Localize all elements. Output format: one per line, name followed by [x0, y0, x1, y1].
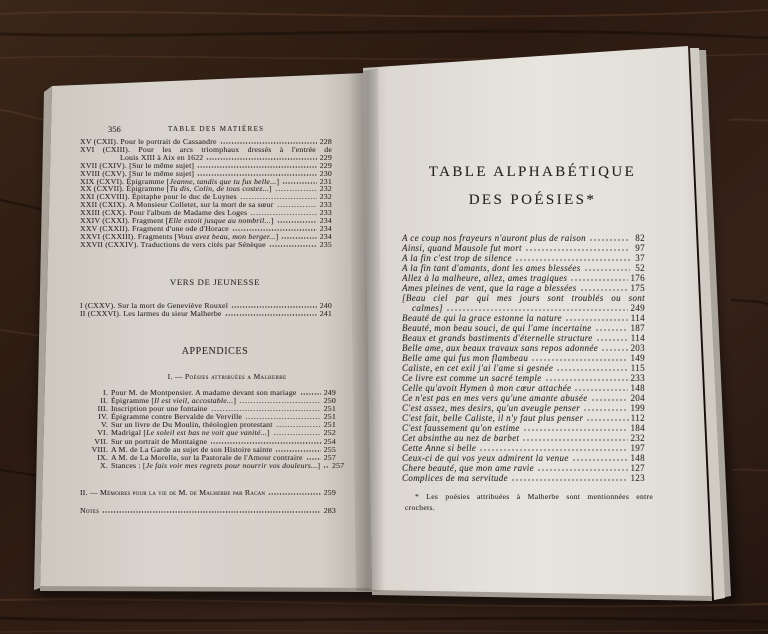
entry-title-text: C'est assez, mes desirs, qu'un aveugle penser [402, 403, 581, 413]
entry-page-number: 235 [319, 239, 332, 249]
entry-title-continuation: Louis XIII à Aix en 1622 [120, 152, 204, 162]
entry-title-text: II (CXXVI). Les larmes du sieur Malherbe [80, 308, 222, 318]
toc-entry [402, 473, 645, 483]
entry-title-text: Ainsi, quand Mausole fut mort [402, 243, 522, 253]
entry-numeral: IV. [98, 412, 108, 422]
entry-page-number: 114 [630, 313, 645, 323]
entry-title-text: Belle ame qui fus mon flambeau [402, 353, 529, 363]
entry-page-number: 254 [323, 436, 336, 446]
toc-entry [402, 333, 645, 343]
dot-leader [269, 245, 317, 247]
dot-leader [245, 418, 321, 420]
entry-page-number: 233 [630, 373, 645, 383]
entry-title-text: Allez à la malheure, allez, ames tragiques [402, 273, 568, 283]
entry-page-number: 123 [630, 473, 645, 483]
entry-page-number: 252 [323, 428, 336, 438]
entry-title-suffix: ] [276, 176, 280, 186]
entry-title-text: C'est faussement qu'on estime [402, 423, 520, 433]
entry-title [402, 273, 567, 283]
entry-numeral: II. [100, 396, 108, 406]
dot-leader [589, 239, 630, 241]
entry-title-suffix: ] [266, 428, 270, 438]
entry-page-number: 37 [635, 253, 645, 263]
entry-page-number: 232 [630, 433, 645, 443]
entry-title-text: Sur un portrait de Montaigne [111, 436, 208, 446]
dot-leader [306, 458, 321, 460]
entry-page-number: 127 [630, 463, 645, 473]
entry-title [402, 473, 508, 483]
entry-title [402, 383, 571, 393]
entry-page-number: 52 [635, 263, 645, 273]
entry-page-number: 234 [319, 216, 332, 226]
left-page-folio: 356 [108, 124, 121, 134]
appendix-part1-heading: I. — Poésies attribuées a Malherbe [167, 372, 287, 381]
entry-title-text: Complices de ma servitude [402, 473, 508, 483]
entry-title-text: Celle qu'avoit Hymen à mon cœur attachée [402, 383, 572, 393]
entry-title-text: II. — Mémoires pour la vie de M. de Malherbe par Racan [80, 488, 266, 497]
entry-page-number: 241 [319, 308, 332, 318]
entry-page-number: 115 [630, 363, 645, 373]
entry-title [402, 363, 553, 373]
dot-leader [574, 389, 628, 391]
toc-entry [402, 343, 645, 353]
entry-first-line-italic: Le soleil est bas ne voit que vanité... [146, 428, 267, 438]
dot-leader [525, 249, 630, 251]
dot-leader [572, 459, 629, 461]
toc-appendix-part2 [80, 489, 336, 497]
entry-title-text: XXVII (CXXIV). Traductions de vers cités par Sénèque [80, 239, 266, 249]
dot-leader [522, 439, 628, 441]
entry-title-text: XXII (CXIX). A Monsieur Colletet, sur la mort de sa sœur [80, 200, 274, 210]
entry-page-number: 283 [323, 506, 336, 515]
entry-numeral: VI. [97, 428, 108, 438]
entry-page-number: 257 [323, 452, 336, 462]
entry-title-text: XXIV (CXXI). Fragment [ [80, 216, 169, 226]
dot-leader [277, 221, 317, 223]
entry-title-text: Ce livre est comme un sacré temple [402, 373, 542, 383]
entry-first-line-italic: Tu dis, Colin, de tous costez... [169, 184, 270, 194]
entry-title-text: Pour M. de Montpensier. A madame devant son mariage [111, 388, 297, 397]
entry-title-suffix: ] [275, 231, 279, 241]
entry-title-text: A ce coup nos frayeurs n'auront plus de raison [402, 233, 587, 243]
toc-entry [402, 383, 645, 393]
entry-page-number: 97 [635, 243, 645, 253]
entry-page-number: 232 [319, 184, 332, 194]
dot-leader [556, 369, 629, 371]
dot-leader [523, 429, 629, 431]
entry-numeral: X. [100, 460, 108, 470]
entry-title-text: Ames pleines de vent, que la rage a blessées [402, 283, 577, 293]
toc-entry [402, 263, 645, 273]
entry-numeral: VII. [94, 436, 108, 446]
entry-title-text: A M. de La Garde au sujet de son Histoire sainte [111, 444, 273, 454]
dot-leader [591, 399, 629, 401]
dot-leader [239, 402, 321, 404]
toc-entry [402, 373, 645, 383]
dot-leader [210, 442, 321, 444]
entry-first-line-italic: Elle estoit jusque au nombril... [168, 216, 271, 226]
entry-page-number: 259 [323, 488, 336, 497]
entry-title [402, 453, 569, 463]
footnote-line2: crochets. [405, 502, 435, 512]
dot-leader [531, 359, 628, 361]
toc-entry [402, 353, 645, 363]
entry-page-number: 184 [630, 423, 645, 433]
footnote [405, 492, 653, 513]
dot-leader [545, 379, 629, 381]
entry-title [402, 253, 512, 263]
toc-entry [402, 423, 645, 433]
dot-leader [231, 306, 317, 308]
entry-page-number: 257 [332, 460, 345, 470]
dot-leader [515, 259, 630, 261]
toc-vers-de-jeunesse-entries [80, 302, 332, 318]
toc-entry [402, 243, 645, 253]
dot-leader [197, 166, 317, 168]
toc-entry-continuation [402, 303, 645, 313]
entry-title [80, 310, 222, 318]
entry-title-text: Madrigal [ [111, 428, 147, 438]
toc-entry [402, 433, 645, 443]
entry-title-text: XXVI (CXXIII). Fragments [ [80, 231, 178, 241]
entry-numeral: I. [103, 388, 108, 397]
entry-title-text: XVIII (CXV). [Sur le même sujet] [80, 168, 195, 178]
entry-page-number: 231 [319, 176, 332, 186]
toc-entry [402, 443, 645, 453]
toc-entry [86, 460, 345, 470]
entry-title-text: Beaux et grands bastiments d'éternelle structure [402, 333, 593, 343]
entry-title-text: Ce n'est pas en mes vers qu'une amante abusée [402, 393, 588, 403]
dot-leader [240, 198, 317, 200]
entry-title-text: XXV (CXXII). Fragment d'une ode d'Horace [80, 223, 229, 233]
entry-title-text: Stances : [ [111, 460, 146, 470]
entry-page-number: 249 [630, 303, 645, 313]
entry-page-number: 112 [630, 413, 645, 423]
section-heading-vers-de-jeunesse: VERS DE JEUNESSE [169, 277, 261, 287]
entry-page-number: 232 [319, 192, 332, 202]
entry-title-text: XXI (CXVIII). Épitaphe pour le duc de Luynes [80, 192, 237, 202]
entry-page-number: 229 [319, 152, 332, 162]
toc-entry [80, 241, 332, 249]
entry-title-suffix: ] [233, 396, 237, 406]
entry-title-text: XIX (CXVI). Épigramme [ [80, 176, 170, 186]
entry-title [80, 146, 332, 154]
entry-title-text: XVI (CXIII). Pour les arcs triomphaux dressés à l'entrée de [80, 144, 332, 154]
entry-title [402, 263, 581, 273]
toc-poem-entries [80, 138, 332, 249]
entry-title-text: A M. de La Morelle, sur la Pastorale de l'Amour contraire [111, 452, 303, 462]
dot-leader [601, 349, 628, 351]
entry-first-line-italic: Je fais voir mes regrets pour nourrir vos douleurs... [145, 460, 318, 470]
entry-title-text: Épigramme [ [111, 396, 155, 406]
entry-page-number: 148 [630, 383, 645, 393]
entry-title [402, 413, 583, 423]
dot-leader [102, 511, 321, 513]
dot-leader [282, 182, 317, 184]
toc-entry [402, 323, 645, 333]
dot-leader [596, 339, 629, 341]
toc-entry [80, 146, 332, 154]
entry-page-number: 230 [319, 168, 332, 178]
dot-leader [584, 269, 630, 271]
entry-page-number: 149 [630, 353, 645, 363]
dot-leader [225, 314, 317, 316]
dot-leader [565, 319, 629, 321]
dot-leader [511, 479, 628, 481]
toc-entry [402, 393, 645, 403]
toc-entry [402, 253, 645, 263]
toc-entry [402, 363, 645, 373]
entry-page-number: 175 [630, 283, 645, 293]
entry-title [402, 323, 592, 333]
entry-title [402, 433, 519, 443]
entry-first-line-italic: Il est vieil, accostable... [154, 396, 234, 406]
entry-title-text: Ceux-ci de qui vos yeux admirent la venue [402, 453, 569, 463]
entry-title-text: C'est fait, belle Caliste, il n'y faut plus penser [402, 413, 584, 423]
entry-first-line-italic: Vous avez beau, mon berger... [177, 231, 276, 241]
entry-page-number: 82 [635, 233, 645, 243]
toc-entry [402, 233, 645, 243]
entry-title [402, 463, 534, 473]
entry-numeral: V. [101, 420, 108, 430]
entry-title [111, 462, 320, 470]
toc-entry [402, 293, 645, 303]
left-page-running-head: TABLE DES MATIÈRES [168, 125, 265, 133]
dot-leader [580, 289, 629, 291]
entry-title-text: Sur un livre de Du Moulin, théologien protestant [111, 420, 273, 430]
entry-title-continuation: calmes] [412, 303, 443, 313]
entry-page-number: 234 [319, 223, 332, 233]
entry-page-number: 240 [319, 301, 332, 310]
entry-title [402, 313, 562, 323]
entry-title [80, 241, 266, 249]
index-title-line1: TABLE ALPHABÉTIQUE [428, 164, 637, 180]
entry-title-text: XX (CXVII). Épigramme [ [80, 184, 170, 194]
entry-title [402, 233, 586, 243]
entry-numeral: IX. [97, 452, 108, 462]
entry-page-number: 114 [630, 333, 645, 343]
dot-leader [273, 434, 321, 436]
dot-leader [570, 279, 628, 281]
dot-leader [446, 309, 628, 311]
entry-title [402, 293, 645, 303]
entry-title [402, 403, 580, 413]
entry-page-number: 204 [630, 393, 645, 403]
dot-leader [275, 190, 317, 192]
entry-page-number: 229 [319, 160, 332, 170]
toc-entry [402, 283, 645, 293]
entry-title-text: XV (CXII). Pour le portrait de Cassandre [80, 137, 217, 146]
entry-title [402, 373, 542, 383]
dot-leader [211, 410, 321, 412]
entry-title [402, 443, 476, 453]
toc-appendix-entries [86, 388, 345, 470]
entry-title-text: XVII (CXIV). [Sur le même sujet] [80, 160, 195, 170]
entry-title-text: Beauté, mon beau souci, de qui l'ame incertaine [402, 323, 592, 333]
entry-title [402, 393, 588, 403]
dot-leader [197, 174, 317, 176]
entry-title-text: A la fin c'est trop de silence [402, 253, 512, 263]
entry-title-text: Cette Anne si belle [402, 443, 477, 453]
entry-page-number: 251 [323, 420, 336, 430]
entry-title [402, 353, 528, 363]
toc-entry [402, 463, 645, 473]
dot-leader [206, 158, 317, 160]
entry-numeral: III. [97, 404, 108, 414]
entry-page-number: 234 [319, 231, 332, 241]
dot-leader [268, 493, 321, 495]
entry-title [80, 507, 99, 515]
entry-page-number: 197 [630, 443, 645, 453]
dot-leader [220, 142, 317, 144]
entry-title [402, 333, 593, 343]
dot-leader [277, 206, 317, 208]
entry-title-text: Chere beauté, que mon ame ravie [402, 463, 534, 473]
entry-title [402, 283, 577, 293]
dot-leader [595, 329, 629, 331]
entry-title-text: Beauté de qui la grace estonne la nature [402, 313, 562, 323]
entry-title-text: XXIII (CXX). Pour l'album de Madame des Loges [80, 208, 248, 218]
entry-page-number: 250 [323, 396, 336, 406]
dot-leader [250, 214, 317, 216]
entry-title-text: Épigramme contre Bervalde de Verville [111, 412, 243, 422]
toc-entry [402, 453, 645, 463]
entry-title-text: Inscription pour une fontaine [111, 404, 208, 414]
toc-entry [402, 403, 645, 413]
entry-page-number: 199 [630, 403, 645, 413]
entry-first-line-italic: Jeanne, tandis que tu fus belle... [169, 176, 277, 186]
entry-title-text: Notes [80, 506, 100, 515]
entry-page-number: 187 [630, 323, 645, 333]
dot-leader [586, 419, 628, 421]
entry-page-number: 176 [630, 273, 645, 283]
entry-title-suffix: ] [270, 216, 274, 226]
entry-title-text: Cet absinthe au nez de barbet [402, 433, 520, 443]
toc-entry [80, 489, 336, 497]
entry-title-text: Caliste, en cet exil j'ai l'ame si gesnée [402, 363, 554, 373]
entry-title-text: A la fin tant d'amants, dont les ames blessées [402, 263, 581, 273]
section-heading-appendices: APPENDICES [181, 346, 249, 357]
entry-title [402, 343, 598, 353]
entry-numeral: VIII. [91, 444, 108, 454]
toc-entry [402, 273, 645, 283]
entry-title [402, 423, 520, 433]
dot-leader [323, 466, 329, 468]
entry-page-number: 255 [323, 444, 336, 454]
entry-title [402, 243, 522, 253]
dot-leader [537, 469, 628, 471]
entry-page-number: 251 [323, 412, 336, 422]
toc-entry [80, 507, 336, 515]
dot-leader [232, 229, 317, 231]
dot-leader [479, 449, 628, 451]
toc-notes [80, 507, 336, 515]
dot-leader [276, 426, 321, 428]
entry-title [80, 489, 265, 497]
entry-title-suffix: ] [317, 460, 321, 470]
dot-leader [583, 409, 628, 411]
dot-leader [300, 393, 321, 395]
toc-entry [80, 310, 332, 318]
entry-title-text: Belle ame, aux beaux travaux sans repos adonnée [402, 343, 599, 353]
entry-page-number: 233 [319, 200, 332, 210]
toc-entry [402, 413, 645, 423]
index-title-line2: DES POÉSIES* [468, 192, 597, 208]
alphabetical-index-entries [402, 233, 645, 483]
toc-entry [402, 313, 645, 323]
entry-page-number: 249 [323, 388, 336, 397]
entry-page-number: 251 [323, 404, 336, 414]
entry-page-number: 148 [630, 453, 645, 463]
entry-title-suffix: ] [269, 184, 272, 194]
entry-page-number: 203 [630, 343, 645, 353]
entry-page-number: 228 [319, 137, 332, 146]
footnote-line1: * Les poésies attribuées à Malherbe sont mentionnées entre [415, 492, 653, 501]
dot-leader [275, 450, 321, 452]
entry-page-number: 233 [319, 208, 332, 218]
entry-title-text: I (CXXV). Sur la mort de Geneviève Rouxel [80, 301, 229, 310]
entry-title-text: [Beau ciel par qui mes jours sont troublés ou sont [402, 293, 645, 303]
dot-leader [281, 237, 317, 239]
